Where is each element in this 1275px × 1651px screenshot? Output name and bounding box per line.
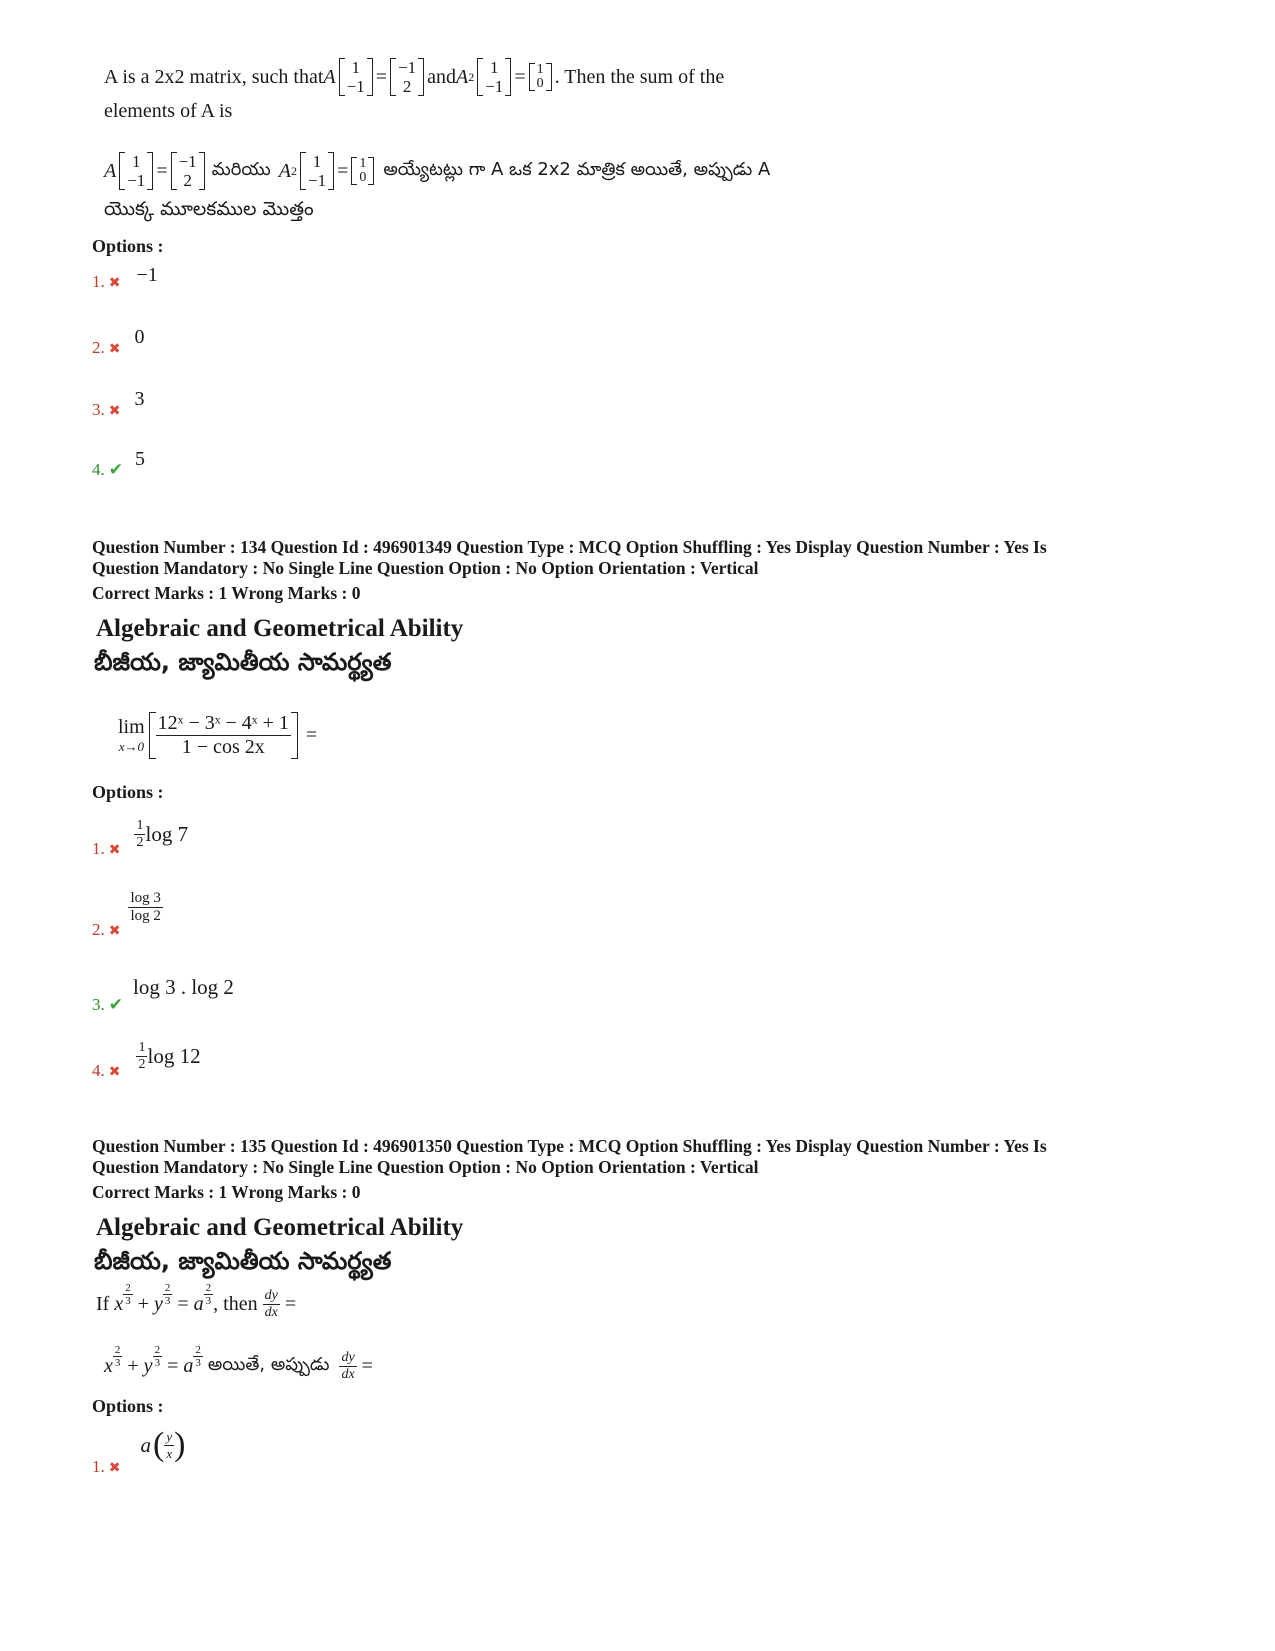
wrong-mark-icon: ✖: [108, 1460, 121, 1476]
option-4[interactable]: 4. ✔ 5: [92, 448, 145, 480]
q135-meta: Question Number : 135 Question Id : 496901350 Question Type : MCQ Option Shuffling : Yes Display Question Number : Yes Is Question Mandatory : No Single Line Question Option : No Option Orientation : Vertical Correct Marks : 1 Wrong Marks : 0: [92, 1136, 1047, 1202]
vector-output-1: −1 2: [390, 58, 424, 96]
wrong-mark-icon: ✖: [108, 922, 121, 939]
q135-equation-te: x $\frac{2}{3}$ + y $\frac{2}{3}$ = a $\frac{2}{3}$ అయితే, అప్పుడు $\frac{dy}{dx}$ =: [104, 1344, 373, 1382]
q135-section-title: Algebraic and Geometrical Ability: [96, 1214, 464, 1241]
option-1[interactable]: 1. ✖ −1: [92, 264, 158, 291]
wrong-mark-icon: ✖: [108, 841, 121, 858]
q135-section-title-te: బీజీయ, జ్యామితీయ సామర్థ్యత: [94, 1247, 392, 1275]
option-2[interactable]: 2. ✖ $\frac{\log 3}{\log 2}$: [92, 890, 161, 939]
q133-statement-en: A is a 2x2 matrix, such that A 1 −1 = −1 2 and A 2 1 −1 = 1 0 . Then the sum of the: [104, 58, 725, 96]
q133-text-part: A is a 2x2 matrix, such that: [104, 65, 324, 88]
option-3[interactable]: 3. ✔ log 3 . log 2: [92, 975, 234, 1015]
wrong-mark-icon: ✖: [108, 1063, 121, 1080]
correct-check-icon: ✔: [108, 995, 123, 1015]
vector-output-1: −1 2: [171, 152, 205, 190]
q134-meta: Question Number : 134 Question Id : 496901349 Question Type : MCQ Option Shuffling : Yes Display Question Number : Yes Is Question Mandatory : No Single Line Question Option : No Option Orientation : Vertical Correct Marks : 1 Wrong Marks : 0: [92, 537, 1047, 603]
q133-statement-te-line2: యొక్క మూలకముల మొత్తం: [104, 198, 314, 220]
option-1[interactable]: 1. ✖ $\frac{1}{2}$ log 7: [92, 818, 189, 858]
vector-output-2: 1 0: [529, 63, 552, 91]
options-label: Options :: [92, 782, 164, 802]
q134-section-title: Algebraic and Geometrical Ability: [96, 615, 464, 642]
vector-input: 1 −1: [119, 152, 153, 190]
vector-input: 1 −1: [477, 58, 511, 96]
q134-limit-expression: lim x→0 $\frac{\text{12ˣ − 3ˣ − 4ˣ + 1}}{1 - \cos 2x}$ =: [118, 712, 318, 758]
option-2[interactable]: 2. ✖ 0: [92, 326, 145, 357]
matrix-symbol: A: [323, 65, 336, 88]
vector-output-2: 1 0: [351, 157, 374, 185]
q135-equation-en: If x $\frac{2}{3}$ + y $\frac{2}{3}$ = a $\frac{2}{3}$ , then $\frac{dy}{dx}$ =: [96, 1282, 297, 1320]
option-1[interactable]: 1. ✖ a ( $\frac{y}{x}$ ): [92, 1426, 186, 1476]
wrong-mark-icon: ✖: [108, 403, 121, 419]
options-label: Options :: [92, 1396, 164, 1416]
option-3[interactable]: 3. ✖ 3: [92, 388, 145, 419]
options-label: Options :: [92, 236, 164, 256]
option-4[interactable]: 4. ✖ $\frac{1}{2}$ log 12: [92, 1040, 201, 1080]
correct-check-icon: ✔: [108, 460, 123, 480]
q133-statement-en-line2: elements of A is: [104, 100, 233, 122]
q134-section-title-te: బీజీయ, జ్యామితీయ సామర్థ్యత: [94, 648, 392, 676]
wrong-mark-icon: ✖: [108, 275, 121, 291]
vector-input: 1 −1: [339, 58, 373, 96]
wrong-mark-icon: ✖: [108, 341, 121, 357]
q133-statement-te: A 1 −1 = −1 2 మరియు A 2 1 −1 = 1 0 అయ్యేటట్లు గా A ఒక 2x2 మాత్రిక అయితే, అప్పుడు A: [104, 152, 771, 190]
vector-input: 1 −1: [300, 152, 334, 190]
